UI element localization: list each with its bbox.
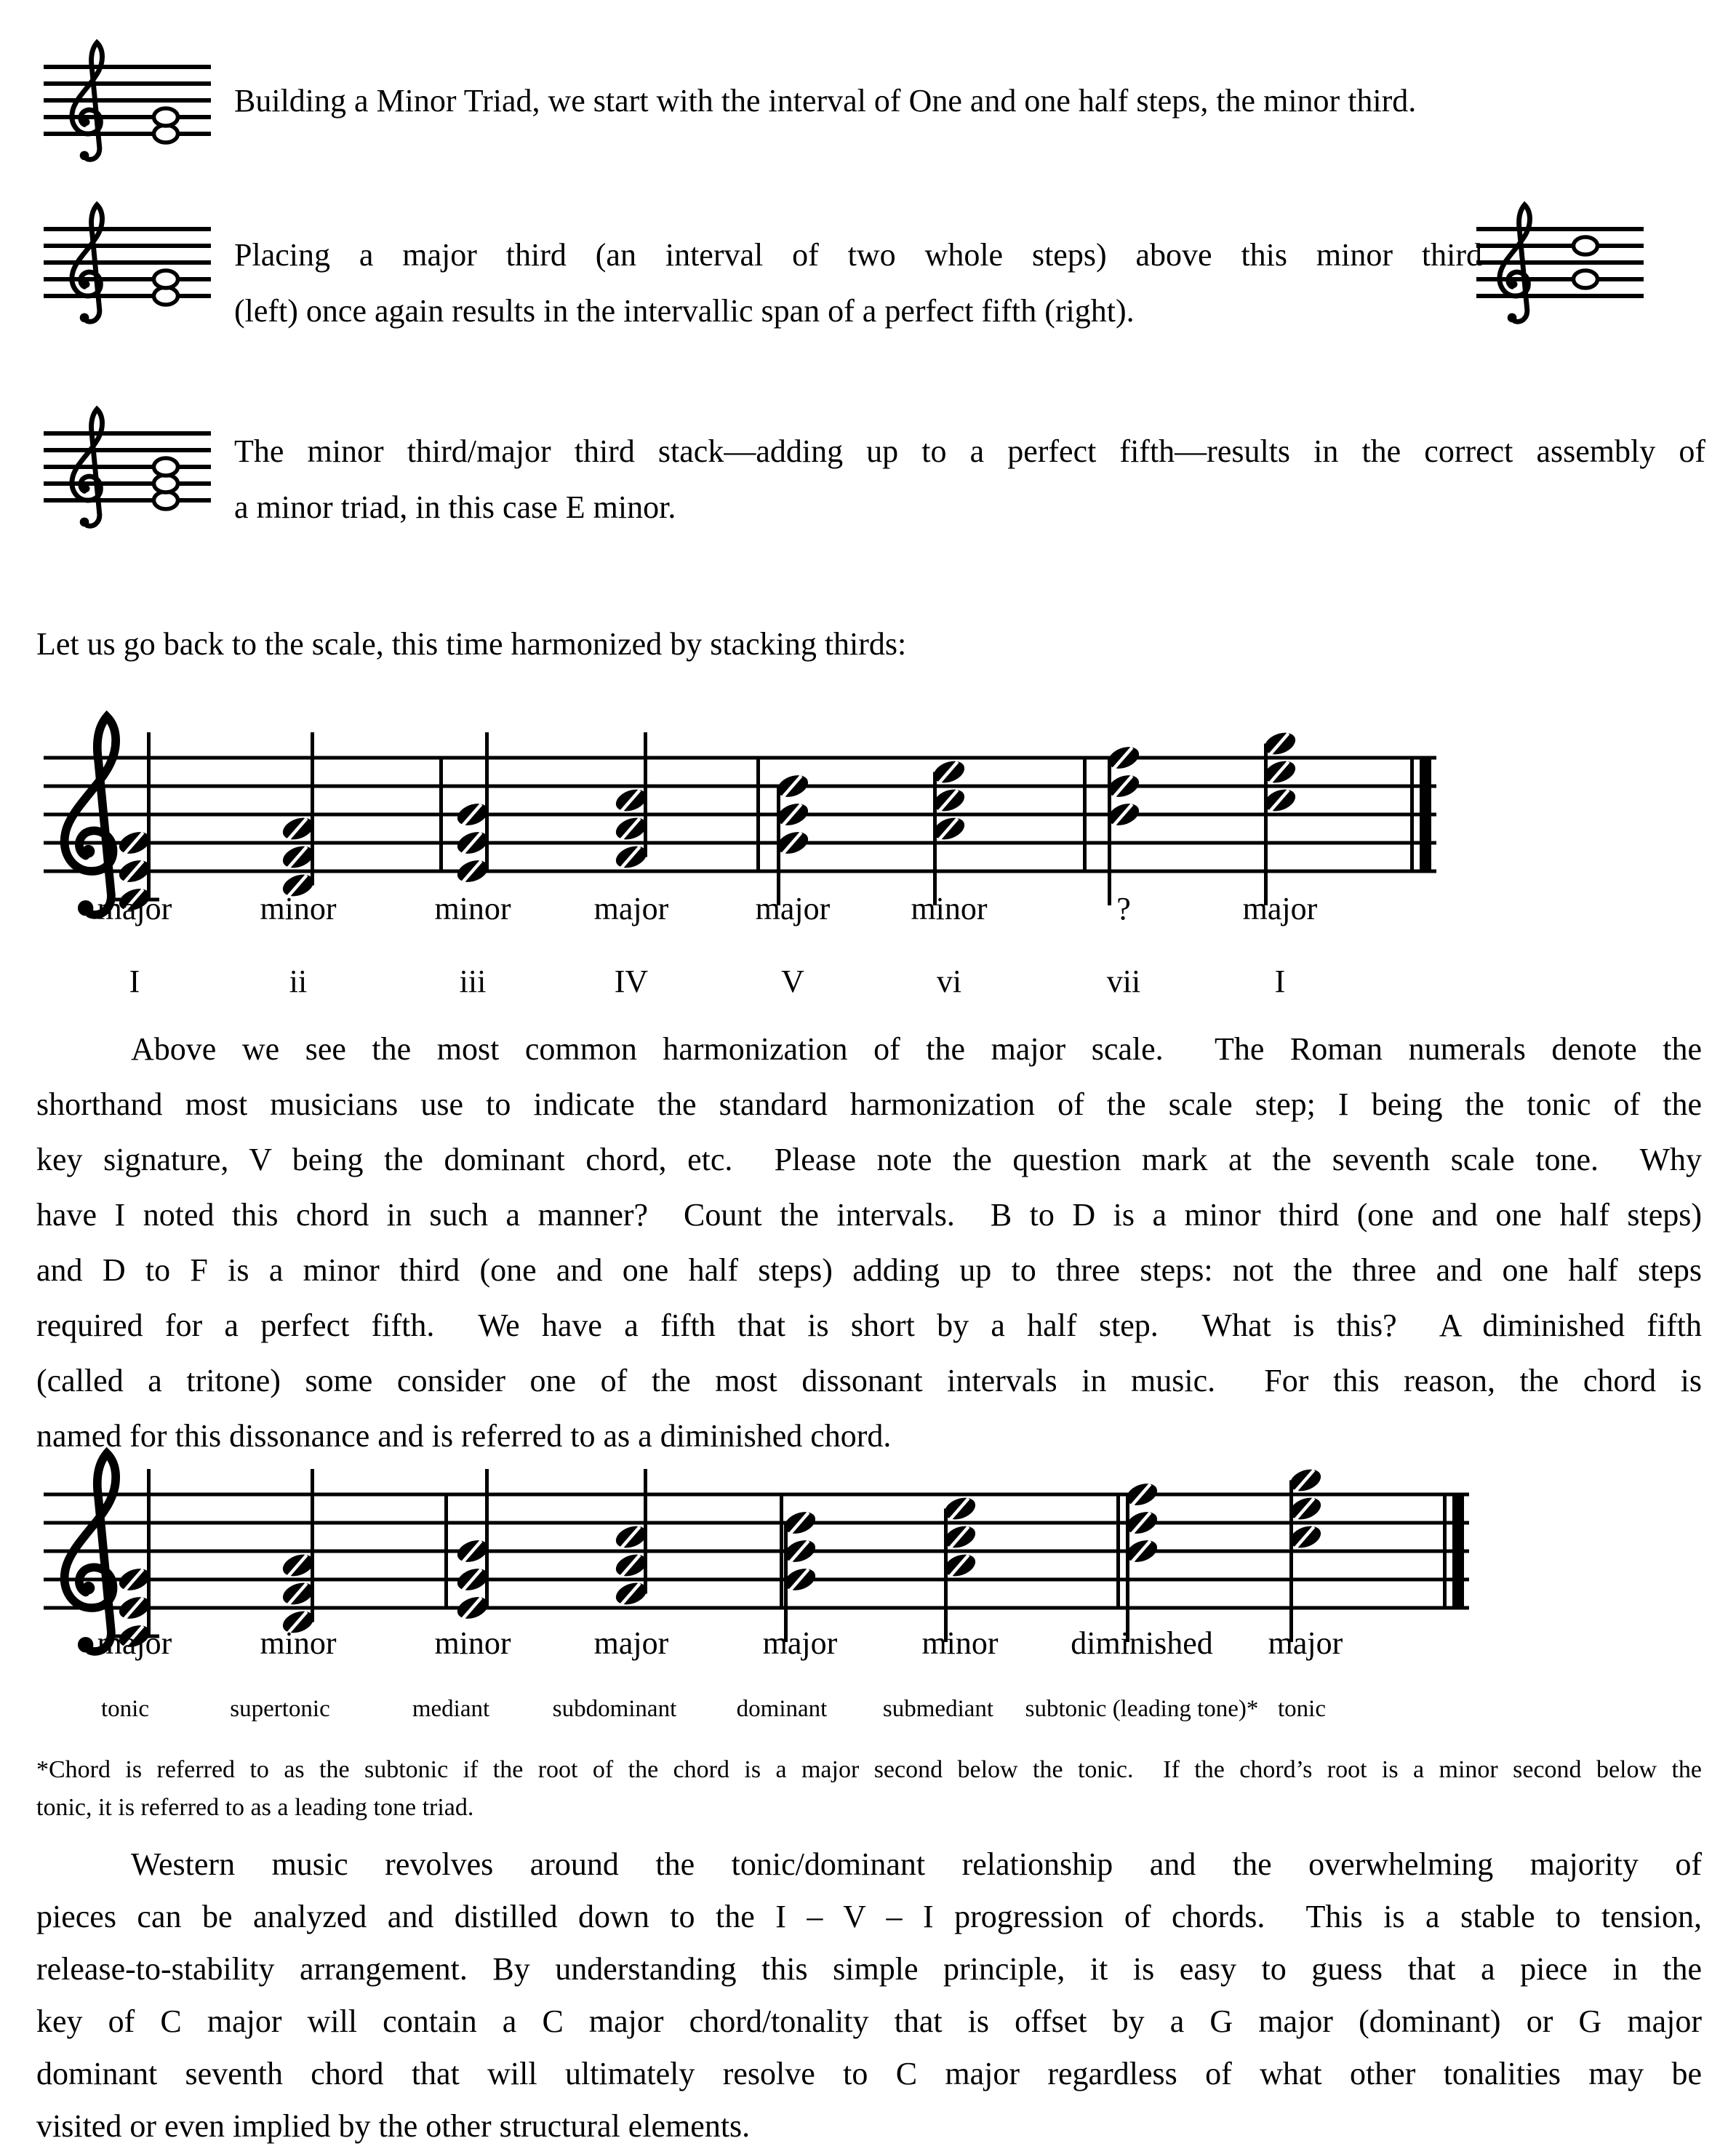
caption-line: (left) once again results in the intervallic span of a perfect fifth (right).	[234, 293, 1135, 329]
barline	[1083, 756, 1087, 873]
staff-line	[1476, 227, 1644, 231]
paragraph-line: dominant seventh chord that will ultimately resolve to C major regardless of what other tonalities may be	[36, 2056, 1702, 2091]
paragraph-line: Western music revolves around the tonic/dominant relationship and the overwhelming majority of	[131, 1846, 1702, 1882]
scale-degree-function-label: tonic	[1278, 1696, 1326, 1722]
note-stem	[485, 1469, 489, 1608]
chord-quality-label: major	[762, 1625, 838, 1661]
paragraph-line: (called a tritone) some consider one of the most dissonant intervals in music. For this reason, the chord is	[36, 1363, 1702, 1398]
paragraph-line: and D to F is a minor third (one and one half steps) adding up to three steps: not the three and one half steps	[36, 1252, 1702, 1288]
final-barline-thin	[1443, 1493, 1447, 1610]
scale-degree-function-label: mediant	[412, 1696, 490, 1722]
staff-line	[44, 465, 211, 469]
note-stem	[1264, 744, 1268, 906]
staff-line	[44, 277, 211, 281]
caption-line: The minor third/major third stack—adding up to a perfect fifth—results in the correct assembly of	[234, 433, 1705, 469]
chord-quality-label: minor	[260, 1625, 337, 1661]
staff-line	[44, 1578, 1469, 1582]
scale-degree-function-label: tonic	[101, 1696, 149, 1722]
staff-line	[44, 785, 1436, 788]
note-stem	[311, 1469, 314, 1622]
paragraph-line: have I noted this chord in such a manner? Count the intervals. B to D is a minor third (one and one half steps)	[36, 1197, 1702, 1233]
roman-numeral-label: iii	[459, 964, 487, 999]
paragraph-line: key signature, V being the dominant chord, etc. Please note the question mark at the seventh scale tone. Why	[36, 1142, 1702, 1177]
chord-quality-label: major	[1268, 1625, 1343, 1661]
roman-numeral-label: I	[1274, 964, 1286, 999]
chord-quality-label: diminished	[1071, 1625, 1213, 1661]
footnote-line: *Chord is referred to as the subtonic if the root of the chord is a major second below the tonic. If the chord’s root is a minor second below the	[36, 1756, 1702, 1783]
paragraph-line: required for a perfect fifth. We have a fifth that is short by a half step. What is this? A diminished fifth	[36, 1308, 1702, 1343]
paragraph-line: key of C major will contain a C major chord/tonality that is offset by a G major (dominant) or G major	[36, 2003, 1702, 2039]
scale-degree-function-label: supertonic	[230, 1696, 330, 1722]
final-barline-thin	[1410, 756, 1414, 873]
chord-quality-label: major	[593, 891, 669, 926]
scale-degree-function-label: submediant	[882, 1696, 994, 1722]
staff-line	[44, 813, 1436, 817]
scale-1-roman-numerals	[0, 964, 1736, 1007]
example-1-caption	[234, 73, 1616, 129]
example-2-caption	[234, 227, 1482, 339]
staff-line	[44, 841, 1436, 845]
scale-1-quality-labels	[0, 891, 1736, 934]
staff-line	[44, 81, 211, 86]
chord-quality-label: minor	[911, 891, 988, 926]
barline	[780, 1493, 783, 1610]
staff-line	[44, 1521, 1469, 1525]
note-stem	[933, 772, 937, 906]
paragraph-line: visited or even implied by the other structural elements.	[36, 2108, 751, 2144]
roman-numeral-label: vi	[936, 964, 962, 999]
final-barline-thick	[1420, 756, 1431, 873]
scale-2-quality-labels	[0, 1625, 1736, 1669]
staff-line	[44, 481, 211, 486]
chord-quality-label: major	[593, 1625, 669, 1661]
final-barline-thick	[1452, 1493, 1464, 1610]
caption-line: Building a Minor Triad, we start with the interval of One and one half steps, the minor third.	[234, 83, 1417, 119]
staff-line	[44, 498, 211, 503]
whole-note-notehead	[1574, 271, 1598, 288]
staff-line	[44, 1606, 1469, 1610]
paragraph-1	[36, 1022, 1702, 1464]
paragraph-2	[36, 1838, 1702, 2153]
roman-numeral-label: IV	[614, 964, 649, 999]
staff-line	[44, 132, 211, 136]
staff-line	[44, 1493, 1469, 1497]
staff-line	[44, 870, 1436, 873]
roman-numeral-label: V	[781, 964, 804, 999]
chord-quality-label: major	[755, 891, 831, 926]
paragraph-line: named for this dissonance and is referred to as a diminished chord.	[36, 1418, 892, 1454]
chord-quality-label: major	[97, 891, 172, 926]
note-stem	[1289, 1481, 1293, 1643]
chord-quality-label: minor	[921, 1625, 999, 1661]
scale-degree-function-label: subtonic (leading tone)*	[1025, 1696, 1259, 1722]
paragraph-line: pieces can be analyzed and distilled down to the I – V – I progression of chords. This is a stable to tension,	[36, 1899, 1702, 1934]
chord-quality-label: minor	[434, 891, 511, 926]
note-stem	[1108, 758, 1111, 905]
staff-line	[44, 227, 211, 231]
staff-line	[44, 65, 211, 69]
barline	[439, 756, 443, 873]
staff-line	[44, 260, 211, 265]
paragraph-line: shorthand most musicians use to indicate the standard harmonization of the scale step; I being the tonic of the	[36, 1086, 1702, 1122]
barline	[1116, 1493, 1120, 1610]
chord-quality-label: major	[1242, 891, 1318, 926]
chord-quality-label: minor	[260, 891, 337, 926]
whole-note-notehead	[1574, 237, 1598, 255]
staff-line	[44, 244, 211, 248]
footnote	[36, 1751, 1702, 1827]
note-stem	[311, 732, 314, 886]
staff-line	[44, 431, 211, 436]
roman-numeral-label: vii	[1106, 964, 1141, 999]
barline	[444, 1493, 448, 1610]
chord-quality-label: minor	[434, 1625, 511, 1661]
scale-2-function-labels	[0, 1694, 1736, 1731]
staff-line	[44, 98, 211, 103]
paragraph-line: Above we see the most common harmonization of the major scale. The Roman numerals denote the	[131, 1031, 1702, 1067]
staff-line	[44, 756, 1436, 760]
staff-line	[44, 1550, 1469, 1553]
footnote-line: tonic, it is referred to as a leading tone triad.	[36, 1794, 474, 1821]
roman-numeral-label: I	[129, 964, 140, 999]
caption-line: Placing a major third (an interval of two whole steps) above this minor third	[234, 237, 1482, 273]
paragraph-line: release-to-stability arrangement. By understanding this simple principle, it is easy to guess that a piece in the	[36, 1951, 1702, 1987]
whole-note-notehead	[154, 271, 178, 288]
chord-quality-label: major	[97, 1625, 172, 1661]
roman-numeral-label: ii	[289, 964, 308, 999]
whole-note-notehead	[154, 458, 178, 476]
staff-line	[1476, 244, 1644, 248]
lead-sentence: Let us go back to the scale, this time harmonized by stacking thirds:	[36, 626, 907, 662]
note-stem	[1126, 1494, 1129, 1642]
example-3-caption	[234, 423, 1705, 535]
note-stem	[944, 1509, 948, 1643]
staff-line	[1476, 294, 1644, 298]
note-stem	[485, 732, 489, 871]
whole-note-notehead	[154, 108, 178, 126]
note-stem	[147, 1469, 151, 1636]
scale-degree-function-label: dominant	[736, 1696, 828, 1722]
caption-line: a minor triad, in this case E minor.	[234, 489, 676, 525]
staff-line	[44, 294, 211, 298]
staff-line	[44, 448, 211, 452]
staff-line	[44, 115, 211, 119]
note-stem	[147, 732, 151, 900]
chord-quality-label: ?	[1116, 891, 1131, 926]
scale-degree-function-label: subdominant	[552, 1696, 677, 1722]
barline	[756, 756, 760, 873]
